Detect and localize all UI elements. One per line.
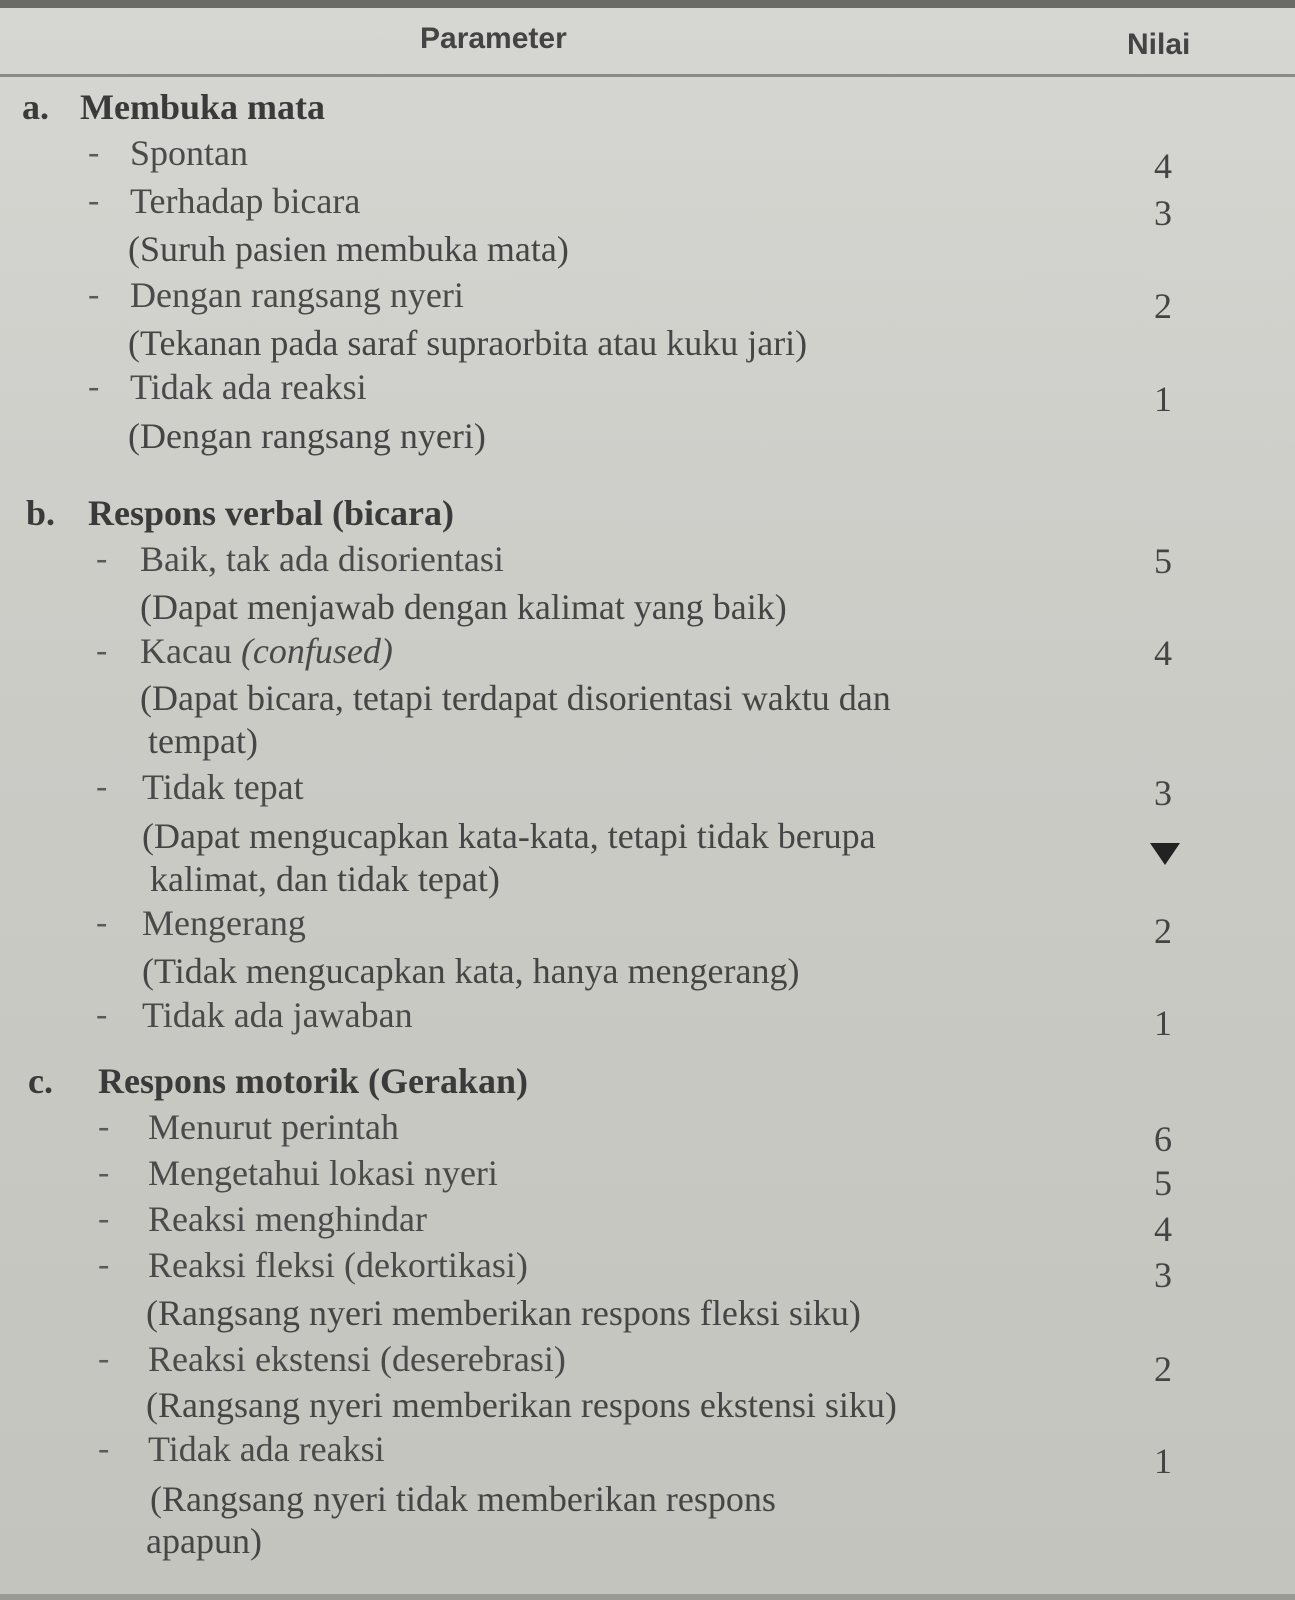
- item-label: Mengerang: [142, 903, 306, 943]
- item-label: Spontan: [130, 133, 249, 173]
- item-value: 1: [1154, 1003, 1172, 1043]
- item-value: 3: [1154, 773, 1172, 813]
- item-value: 2: [1154, 911, 1172, 951]
- item-note: tempat): [148, 721, 258, 761]
- section-b-heading: [26, 492, 454, 534]
- item-note: (Dapat bicara, tetapi terdapat disorientasi waktu dan: [140, 678, 891, 718]
- item-note: (Rangsang nyeri memberikan respons fleksi siku): [146, 1293, 861, 1333]
- dash: -: [98, 1108, 110, 1145]
- section-title: Membuka mata: [80, 87, 325, 127]
- item-label: Tidak ada reaksi: [130, 367, 367, 407]
- item-label: Reaksi ekstensi (deserebrasi): [148, 1339, 566, 1379]
- item-value: 3: [1154, 1255, 1172, 1295]
- dash: -: [98, 1430, 110, 1467]
- header-nilai: Nilai: [1127, 28, 1191, 61]
- dash: -: [98, 1246, 110, 1283]
- item-note: (Dapat menjawab dengan kalimat yang baik): [140, 587, 787, 627]
- bottom-border: [0, 1594, 1295, 1600]
- dash: -: [88, 368, 100, 405]
- item-value: 4: [1154, 146, 1172, 186]
- item-note: (Tekanan pada saraf supraorbita atau kuku jari): [128, 323, 808, 363]
- item-value: 4: [1154, 1209, 1172, 1249]
- item-value: 5: [1154, 541, 1172, 581]
- item-label: Tidak ada jawaban: [142, 995, 413, 1035]
- table-header: [0, 8, 1295, 77]
- header-parameter: Parameter: [420, 22, 567, 55]
- item-note: (Dengan rangsang nyeri): [128, 416, 486, 456]
- dash: -: [96, 904, 108, 941]
- dash: -: [88, 276, 100, 313]
- item-value: 1: [1154, 1441, 1172, 1481]
- dash: -: [96, 768, 108, 805]
- dash: -: [98, 1340, 110, 1377]
- item-value: 2: [1154, 1349, 1172, 1389]
- item-note: (Tidak mengucapkan kata, hanya mengerang): [142, 951, 800, 991]
- dash: -: [96, 996, 108, 1033]
- item-label: Tidak ada reaksi: [148, 1429, 385, 1469]
- item-value: 1: [1154, 379, 1172, 419]
- item-label: [140, 630, 393, 672]
- dash: -: [88, 134, 100, 171]
- item-note: apapun): [146, 1521, 262, 1561]
- item-note: (Suruh pasien membuka mata): [128, 229, 569, 269]
- item-note: (Rangsang nyeri memberikan respons ekstensi siku): [146, 1385, 897, 1425]
- item-note: kalimat, dan tidak tepat): [150, 859, 500, 899]
- item-label-italic: (confused): [240, 631, 393, 671]
- section-a-heading: [22, 86, 325, 128]
- item-value: 5: [1154, 1163, 1172, 1203]
- section-title: Respons verbal (bicara): [88, 493, 454, 533]
- item-label: Reaksi fleksi (dekortikasi): [148, 1245, 528, 1285]
- dash: -: [98, 1154, 110, 1191]
- item-value: 2: [1154, 286, 1172, 326]
- item-value: 6: [1154, 1119, 1172, 1159]
- item-label: Tidak tepat: [142, 767, 304, 807]
- item-label: Dengan rangsang nyeri: [130, 275, 464, 315]
- item-value: 4: [1154, 633, 1172, 673]
- section-title: Respons motorik (Gerakan): [98, 1061, 528, 1101]
- item-note: (Dapat mengucapkan kata-kata, tetapi tidak berupa: [142, 816, 876, 856]
- dash: -: [88, 182, 100, 219]
- dash: -: [98, 1200, 110, 1237]
- item-value: 3: [1154, 193, 1172, 233]
- item-label-text: Kacau: [140, 631, 232, 671]
- section-c-heading: [28, 1060, 528, 1102]
- section-letter: b.: [26, 493, 56, 533]
- item-label: Terhadap bicara: [130, 181, 361, 221]
- arrow-marker-icon: [1150, 843, 1180, 865]
- item-label: Menurut perintah: [148, 1107, 399, 1147]
- item-label: Baik, tak ada disorientasi: [140, 539, 504, 579]
- item-label: Reaksi menghindar: [148, 1199, 427, 1239]
- section-letter: a.: [22, 87, 49, 127]
- top-border: [0, 0, 1295, 8]
- section-letter: c.: [28, 1061, 53, 1101]
- dash: -: [96, 632, 108, 669]
- item-label: Mengetahui lokasi nyeri: [148, 1153, 498, 1193]
- dash: -: [96, 540, 108, 577]
- item-note: (Rangsang nyeri tidak memberikan respons: [150, 1479, 776, 1519]
